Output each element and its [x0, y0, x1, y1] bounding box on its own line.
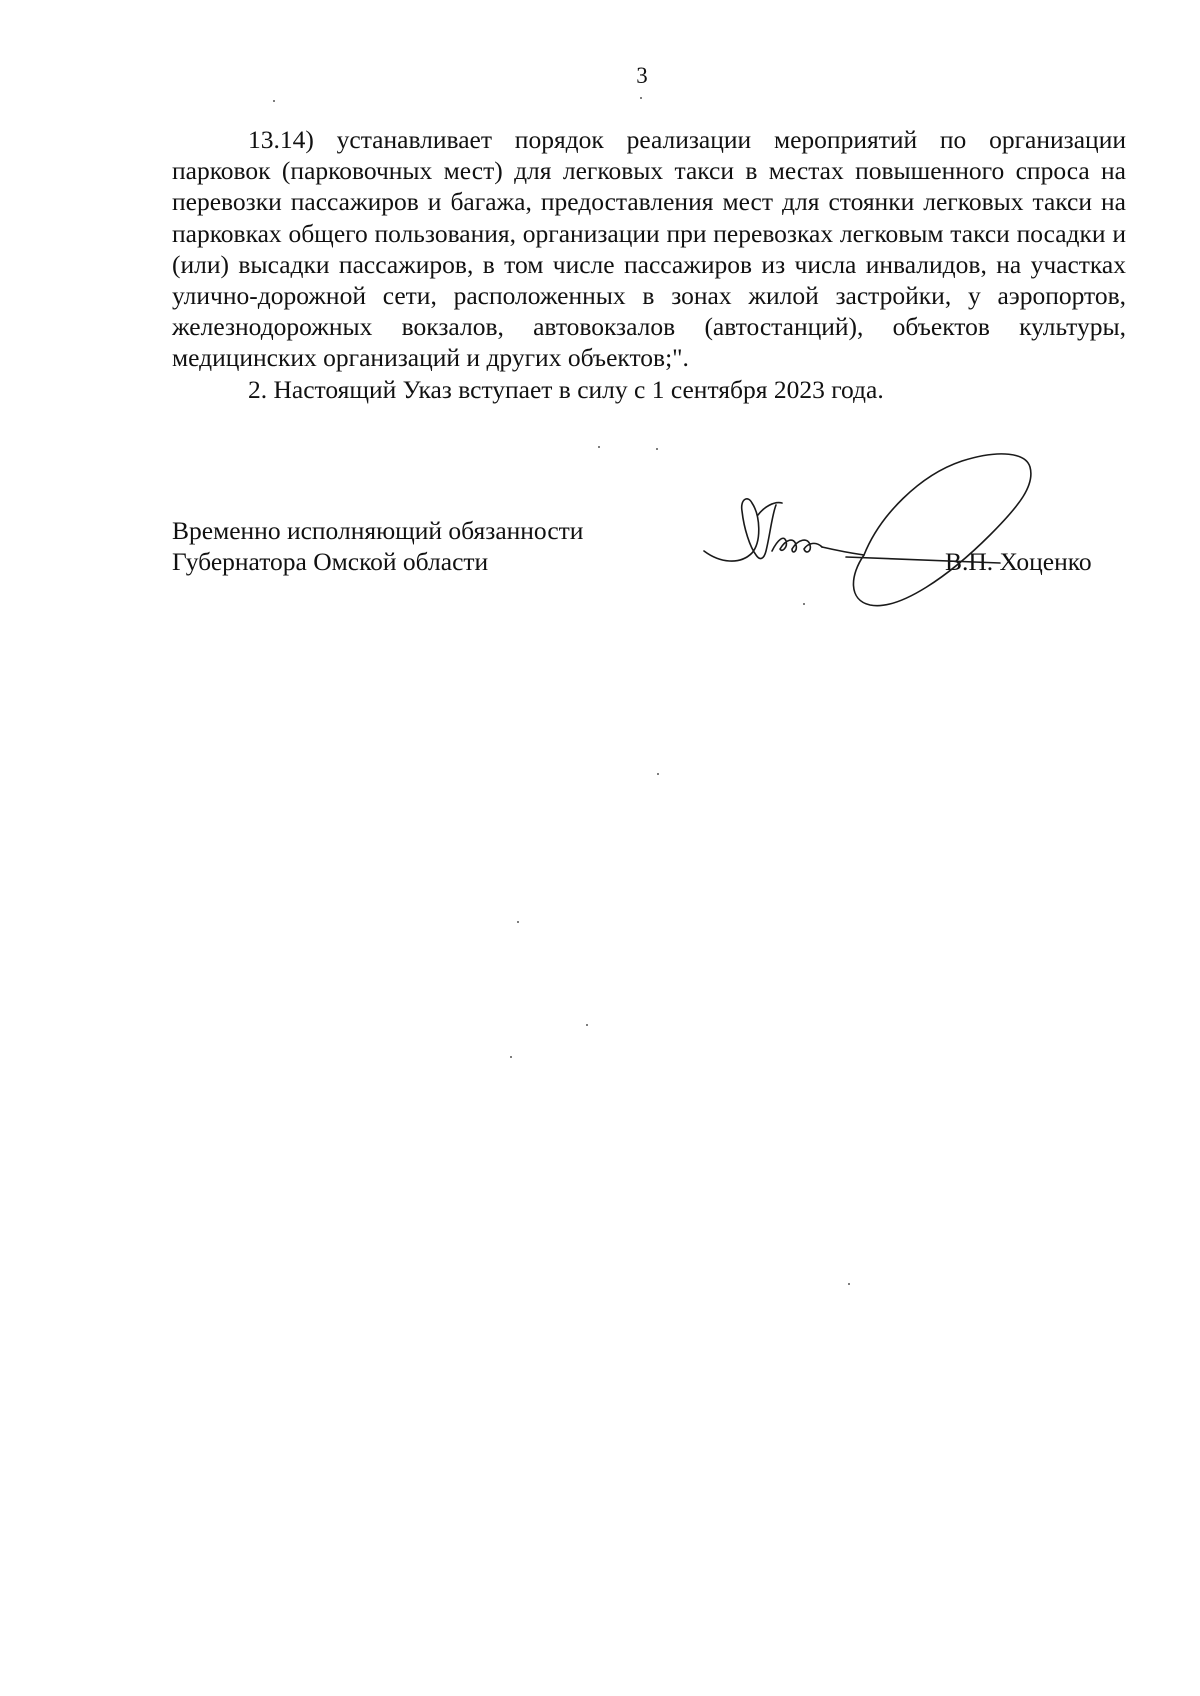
signer-position-line-2: Губернатора Омской области	[172, 547, 489, 576]
page-number: 3	[636, 63, 648, 88]
scan-speck	[510, 1056, 512, 1058]
signer-position-line-1: Временно исполняющий обязанности	[172, 516, 584, 545]
scan-speck	[517, 921, 519, 923]
scan-speck	[848, 1283, 850, 1285]
paragraph-effective-date: 2. Настоящий Указ вступает в силу с 1 сентября 2023 года.	[248, 374, 884, 404]
scan-speck	[640, 97, 642, 99]
scan-speck	[273, 100, 275, 102]
paragraph-13-14: 13.14) устанавливает порядок реализации мероприятий по организации парковок (парковочных мест) для легковых такси в местах повышенного спроса на перевозки пассажиров и багажа, предоставления мест для стоянки легковых такси на парковках общего пользования, организации при перевозках легковым такси посадки и (или) высадки пассажиров, в том числе пассажиров из числа инвалидов, на участках улично-дорожной сети, расположенных в зонах жилой застройки, у аэропортов, железнодорожных вокзалов, автовокзалов (автостанций), объектов культуры, медицинских организаций и других объектов;".	[172, 125, 1126, 373]
document-body	[172, 124, 1126, 405]
scan-speck	[598, 446, 600, 448]
scan-speck	[656, 448, 658, 450]
handwritten-signature-icon	[700, 455, 1060, 615]
scan-speck	[586, 1024, 588, 1026]
signer-name: В.П. Хоценко	[945, 547, 1092, 576]
scan-speck	[803, 603, 805, 605]
scan-speck	[657, 773, 659, 775]
